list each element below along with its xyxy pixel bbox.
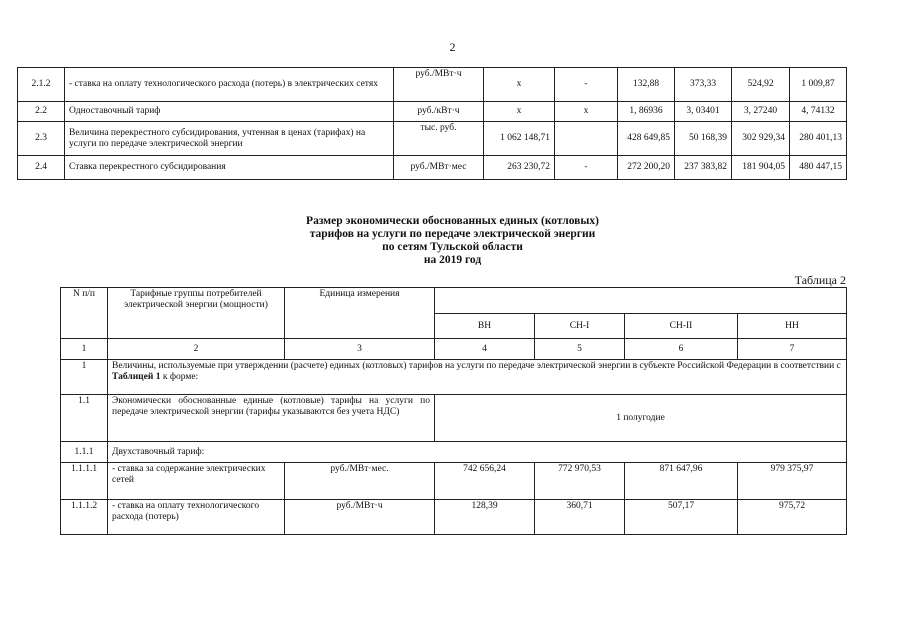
header-row xyxy=(61,288,847,314)
cell-value: 524,92 xyxy=(732,68,790,102)
index-cell: 3 xyxy=(285,339,435,360)
row-unit: руб./МВт·ч xyxy=(394,68,484,102)
table-row xyxy=(18,122,847,156)
cell-value: 302 929,34 xyxy=(732,122,790,156)
row-number: 1 xyxy=(61,360,108,395)
row-name: - ставка на оплату технологического расхода (потерь) xyxy=(108,500,285,535)
cell-value: 128,39 xyxy=(435,500,535,535)
row-number: 1.1.1.1 xyxy=(61,463,108,500)
title-line: по сетям Тульской области xyxy=(382,241,523,253)
row-name: Ставка перекрестного субсидирования xyxy=(65,156,394,180)
cell-value: 1, 86936 xyxy=(618,102,675,122)
row-number: 1.1.1 xyxy=(61,442,108,463)
cell-value: 237 383,82 xyxy=(675,156,732,180)
cell-value: х xyxy=(484,68,555,102)
cell-value: 263 230,72 xyxy=(484,156,555,180)
row-number: 1.1 xyxy=(61,395,108,442)
cell-value: 360,71 xyxy=(535,500,625,535)
cell-value: 181 904,05 xyxy=(732,156,790,180)
cell-value: 272 200,20 xyxy=(618,156,675,180)
index-cell: 6 xyxy=(625,339,738,360)
cell-value: 3, 03401 xyxy=(675,102,732,122)
cell-value: 507,17 xyxy=(625,500,738,535)
cell-value: 3, 27240 xyxy=(732,102,790,122)
cell-value: х xyxy=(555,102,618,122)
row-unit: тыс. руб. xyxy=(394,122,484,156)
cell-value: 1 009,87 xyxy=(790,68,847,102)
cell-value: 742 656,24 xyxy=(435,463,535,500)
header-num: N п/п xyxy=(61,288,108,339)
header-vn: ВН xyxy=(435,314,535,339)
index-cell: 2 xyxy=(108,339,285,360)
table-row xyxy=(18,102,847,122)
table-row xyxy=(61,395,847,442)
cell-value: 280 401,13 xyxy=(790,122,847,156)
title-line: тарифов на услуги по передаче электрической энергии xyxy=(309,228,596,240)
row-name: - ставка за содержание электрических сетей xyxy=(108,463,285,500)
row-name: Двухставочный тариф: xyxy=(108,442,847,463)
table-1-continuation xyxy=(17,67,847,180)
cell-value: 4, 74132 xyxy=(790,102,847,122)
table-row xyxy=(61,500,847,535)
table-row xyxy=(61,442,847,463)
cell-value: 871 647,96 xyxy=(625,463,738,500)
index-cell: 5 xyxy=(535,339,625,360)
cell-value: 132,88 xyxy=(618,68,675,102)
row-unit: руб./МВт·мес xyxy=(394,156,484,180)
table-row xyxy=(18,156,847,180)
row-unit: руб./МВт·мес. xyxy=(285,463,435,500)
table-row xyxy=(61,360,847,395)
header-voltage-group xyxy=(435,288,847,314)
row-number: 2.1.2 xyxy=(18,68,65,102)
cell-value: х xyxy=(484,102,555,122)
row-name: - ставка на оплату технологического расхода (потерь) в электрических сетях xyxy=(65,68,394,102)
header-sn2: СН-II xyxy=(625,314,738,339)
document-title xyxy=(0,215,905,267)
cell-value: 979 375,97 xyxy=(738,463,847,500)
row-number: 2.2 xyxy=(18,102,65,122)
index-cell: 4 xyxy=(435,339,535,360)
index-row xyxy=(61,339,847,360)
row-number: 2.3 xyxy=(18,122,65,156)
title-line: на 2019 год xyxy=(423,254,482,266)
table-caption: Таблица 2 xyxy=(794,273,846,287)
row-description-tail: к форме: xyxy=(160,372,199,382)
header-sn1: СН-I xyxy=(535,314,625,339)
row-number: 1.1.1.2 xyxy=(61,500,108,535)
cell-value: 480 447,15 xyxy=(790,156,847,180)
header-nn: НН xyxy=(738,314,847,339)
row-unit: руб./кВт·ч xyxy=(394,102,484,122)
row-name: Одноставочный тариф xyxy=(65,102,394,122)
row-description xyxy=(108,360,847,395)
table-2 xyxy=(60,287,847,535)
header-unit: Единица измерения xyxy=(285,288,435,339)
cell-value: - xyxy=(555,68,618,102)
table-reference: Таблицей 1 xyxy=(112,372,161,382)
cell-value: 428 649,85 xyxy=(618,122,675,156)
header-groups: Тарифные группы потребителей электрической энергии (мощности) xyxy=(108,288,285,339)
row-description-text: Величины, используемые при утверждении (расчете) единых (котловых) тарифов на услуги по передаче электрической энергии в субъекте Российской Федерации в соответствии с xyxy=(112,361,841,371)
page-number: 2 xyxy=(449,40,456,54)
index-cell: 1 xyxy=(61,339,108,360)
title-line: Размер экономически обоснованных единых (котловых) xyxy=(306,215,599,227)
row-name: Экономически обоснованные единые (котловые) тарифы на услуги по передаче электрической энергии (тарифы указываются без учета НДС) xyxy=(108,395,435,442)
period-label: 1 полугодие xyxy=(435,395,847,442)
index-cell: 7 xyxy=(738,339,847,360)
cell-value: 975,72 xyxy=(738,500,847,535)
row-number: 2.4 xyxy=(18,156,65,180)
cell-value: 1 062 148,71 xyxy=(484,122,555,156)
table-row xyxy=(61,463,847,500)
cell-value: 373,33 xyxy=(675,68,732,102)
cell-value: 50 168,39 xyxy=(675,122,732,156)
row-unit: руб./МВт·ч xyxy=(285,500,435,535)
cell-value: - xyxy=(555,156,618,180)
table-row xyxy=(18,68,847,102)
cell-value: 772 970,53 xyxy=(535,463,625,500)
cell-value xyxy=(555,122,618,156)
row-name: Величина перекрестного субсидирования, учтенная в ценах (тарифах) на услуги по передаче электрической энергии xyxy=(65,122,394,156)
